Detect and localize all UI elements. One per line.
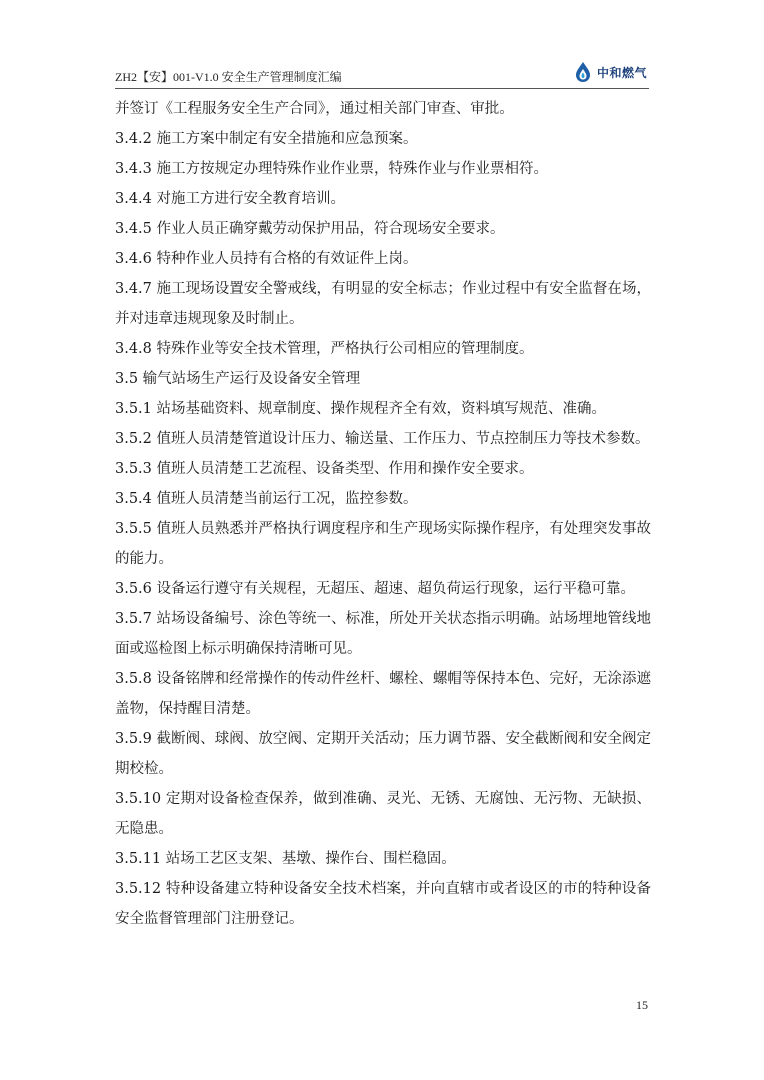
paragraph: 3.5.9 截断阀、球阀、放空阀、定期开关活动；压力调节器、安全截断阀和安全阀定期校检。 — [115, 731, 651, 777]
paragraph: 3.5.7 站场设备编号、涂色等统一、标准，所处开关状态指示明确。站场埋地管线地面或巡检图上标示明确保持清晰可见。 — [115, 611, 651, 657]
section-heading: 3.5 输气站场生产运行及设备安全管理 — [115, 371, 361, 387]
paragraph: 3.5.5 值班人员熟悉并严格执行调度程序和生产现场实际操作程序，有处理突发事故的能力。 — [115, 521, 651, 567]
document-body — [115, 94, 651, 934]
paragraph: 3.4.7 施工现场设置安全警戒线，有明显的安全标志；作业过程中有安全监督在场，并对违章违规现象及时制止。 — [115, 281, 651, 327]
paragraph: 3.5.4 值班人员清楚当前运行工况，监控参数。 — [115, 491, 418, 507]
paragraph: 3.5.3 值班人员清楚工艺流程、设备类型、作用和操作安全要求。 — [115, 461, 534, 477]
paragraph: 3.4.2 施工方案中制定有安全措施和应急预案。 — [115, 131, 418, 147]
paragraph: 3.4.6 特种作业人员持有合格的有效证件上岗。 — [115, 251, 418, 267]
logo-text: 中和燃气 — [596, 65, 647, 80]
paragraph: 3.5.11 站场工艺区支架、基墩、操作台、围栏稳固。 — [115, 851, 456, 867]
paragraph: 3.5.6 设备运行遵守有关规程，无超压、超速、超负荷运行现象，运行平稳可靠。 — [115, 581, 636, 597]
document-title: ZH2【安】001-V1.0 安全生产管理制度汇编 — [115, 70, 342, 84]
paragraph: 3.4.4 对施工方进行安全教育培训。 — [115, 191, 346, 207]
paragraph: 3.5.10 定期对设备检查保养，做到准确、灵光、无锈、无腐蚀、无污物、无缺损、无隐患。 — [115, 791, 651, 837]
page-number: 15 — [636, 998, 648, 1012]
page-header — [115, 66, 647, 90]
paragraph: 3.5.8 设备铭牌和经常操作的传动件丝杆、螺栓、螺帽等保持本色、完好，无涂添遮盖物，保持醒目清楚。 — [115, 671, 651, 717]
paragraph: 3.4.8 特殊作业等安全技术管理，严格执行公司相应的管理制度。 — [115, 341, 534, 357]
flame-drop-logo-icon — [573, 61, 593, 83]
paragraph: 3.5.12 特种设备建立特种设备安全技术档案，并向直辖市或者设区的市的特种设备安全监督管理部门注册登记。 — [115, 881, 651, 927]
header-divider — [115, 88, 649, 89]
paragraph: 3.4.5 作业人员正确穿戴劳动保护用品，符合现场安全要求。 — [115, 221, 505, 237]
paragraph: 3.5.2 值班人员清楚管道设计压力、输送量、工作压力、节点控制压力等技术参数。 — [115, 431, 650, 447]
paragraph: 3.4.3 施工方按规定办理特殊作业作业票，特殊作业与作业票相符。 — [115, 161, 549, 177]
paragraph: 3.5.1 站场基础资料、规章制度、操作规程齐全有效，资料填写规范、准确。 — [115, 401, 607, 417]
company-logo — [573, 60, 647, 84]
paragraph: 并签订《工程服务安全生产合同》，通过相关部门审查、审批。 — [115, 101, 514, 117]
